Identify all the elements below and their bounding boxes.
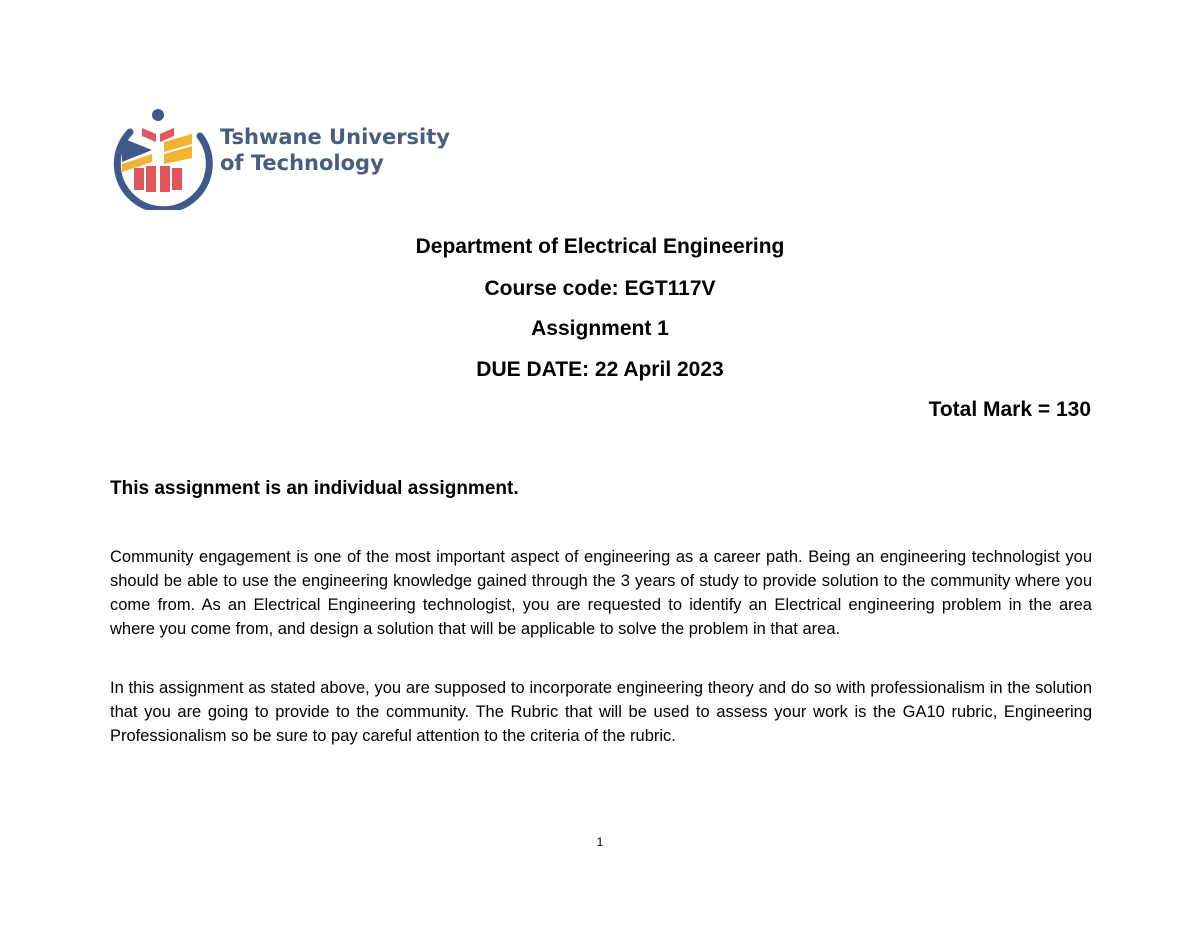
logo-line-2: of Technology (220, 151, 384, 175)
paragraph-community-engagement: Community engagement is one of the most important aspect of engineering as a career path. Being an engineering technologist you should be able to use the engineering knowledge gained through the 3 years of study to provide solution to the community where you come from. As an Electrical Engineering technologist, you are requested to identify an Electrical engineering problem in the area where you come from, and design a solution that will be applicable to solve the problem in that area. (110, 548, 1092, 638)
assignment-heading: Assignment 1 (531, 317, 669, 340)
individual-assignment-note: This assignment is an individual assignment. (110, 478, 519, 499)
page-number: 1 (596, 835, 604, 849)
course-code-heading: Course code: EGT117V (484, 277, 716, 300)
department-heading: Department of Electrical Engineering (415, 235, 785, 258)
total-mark: Total Mark = 130 (928, 398, 1091, 421)
university-logo (108, 106, 450, 210)
due-date-heading: DUE DATE: 22 April 2023 (476, 358, 724, 381)
paragraph-assessment-rubric: In this assignment as stated above, you are supposed to incorporate engineering theory and do so with professionalism in the solution that you are going to provide to the community. The Rubric that will be used to assess your work is the GA10 rubric, Engineering Professionalism so be sure to pay careful attention to the criteria of the rubric. (110, 679, 1092, 745)
logo-line-1: Tshwane University (220, 125, 450, 149)
logo-wordmark (220, 124, 450, 176)
university-emblem-icon (108, 106, 218, 210)
